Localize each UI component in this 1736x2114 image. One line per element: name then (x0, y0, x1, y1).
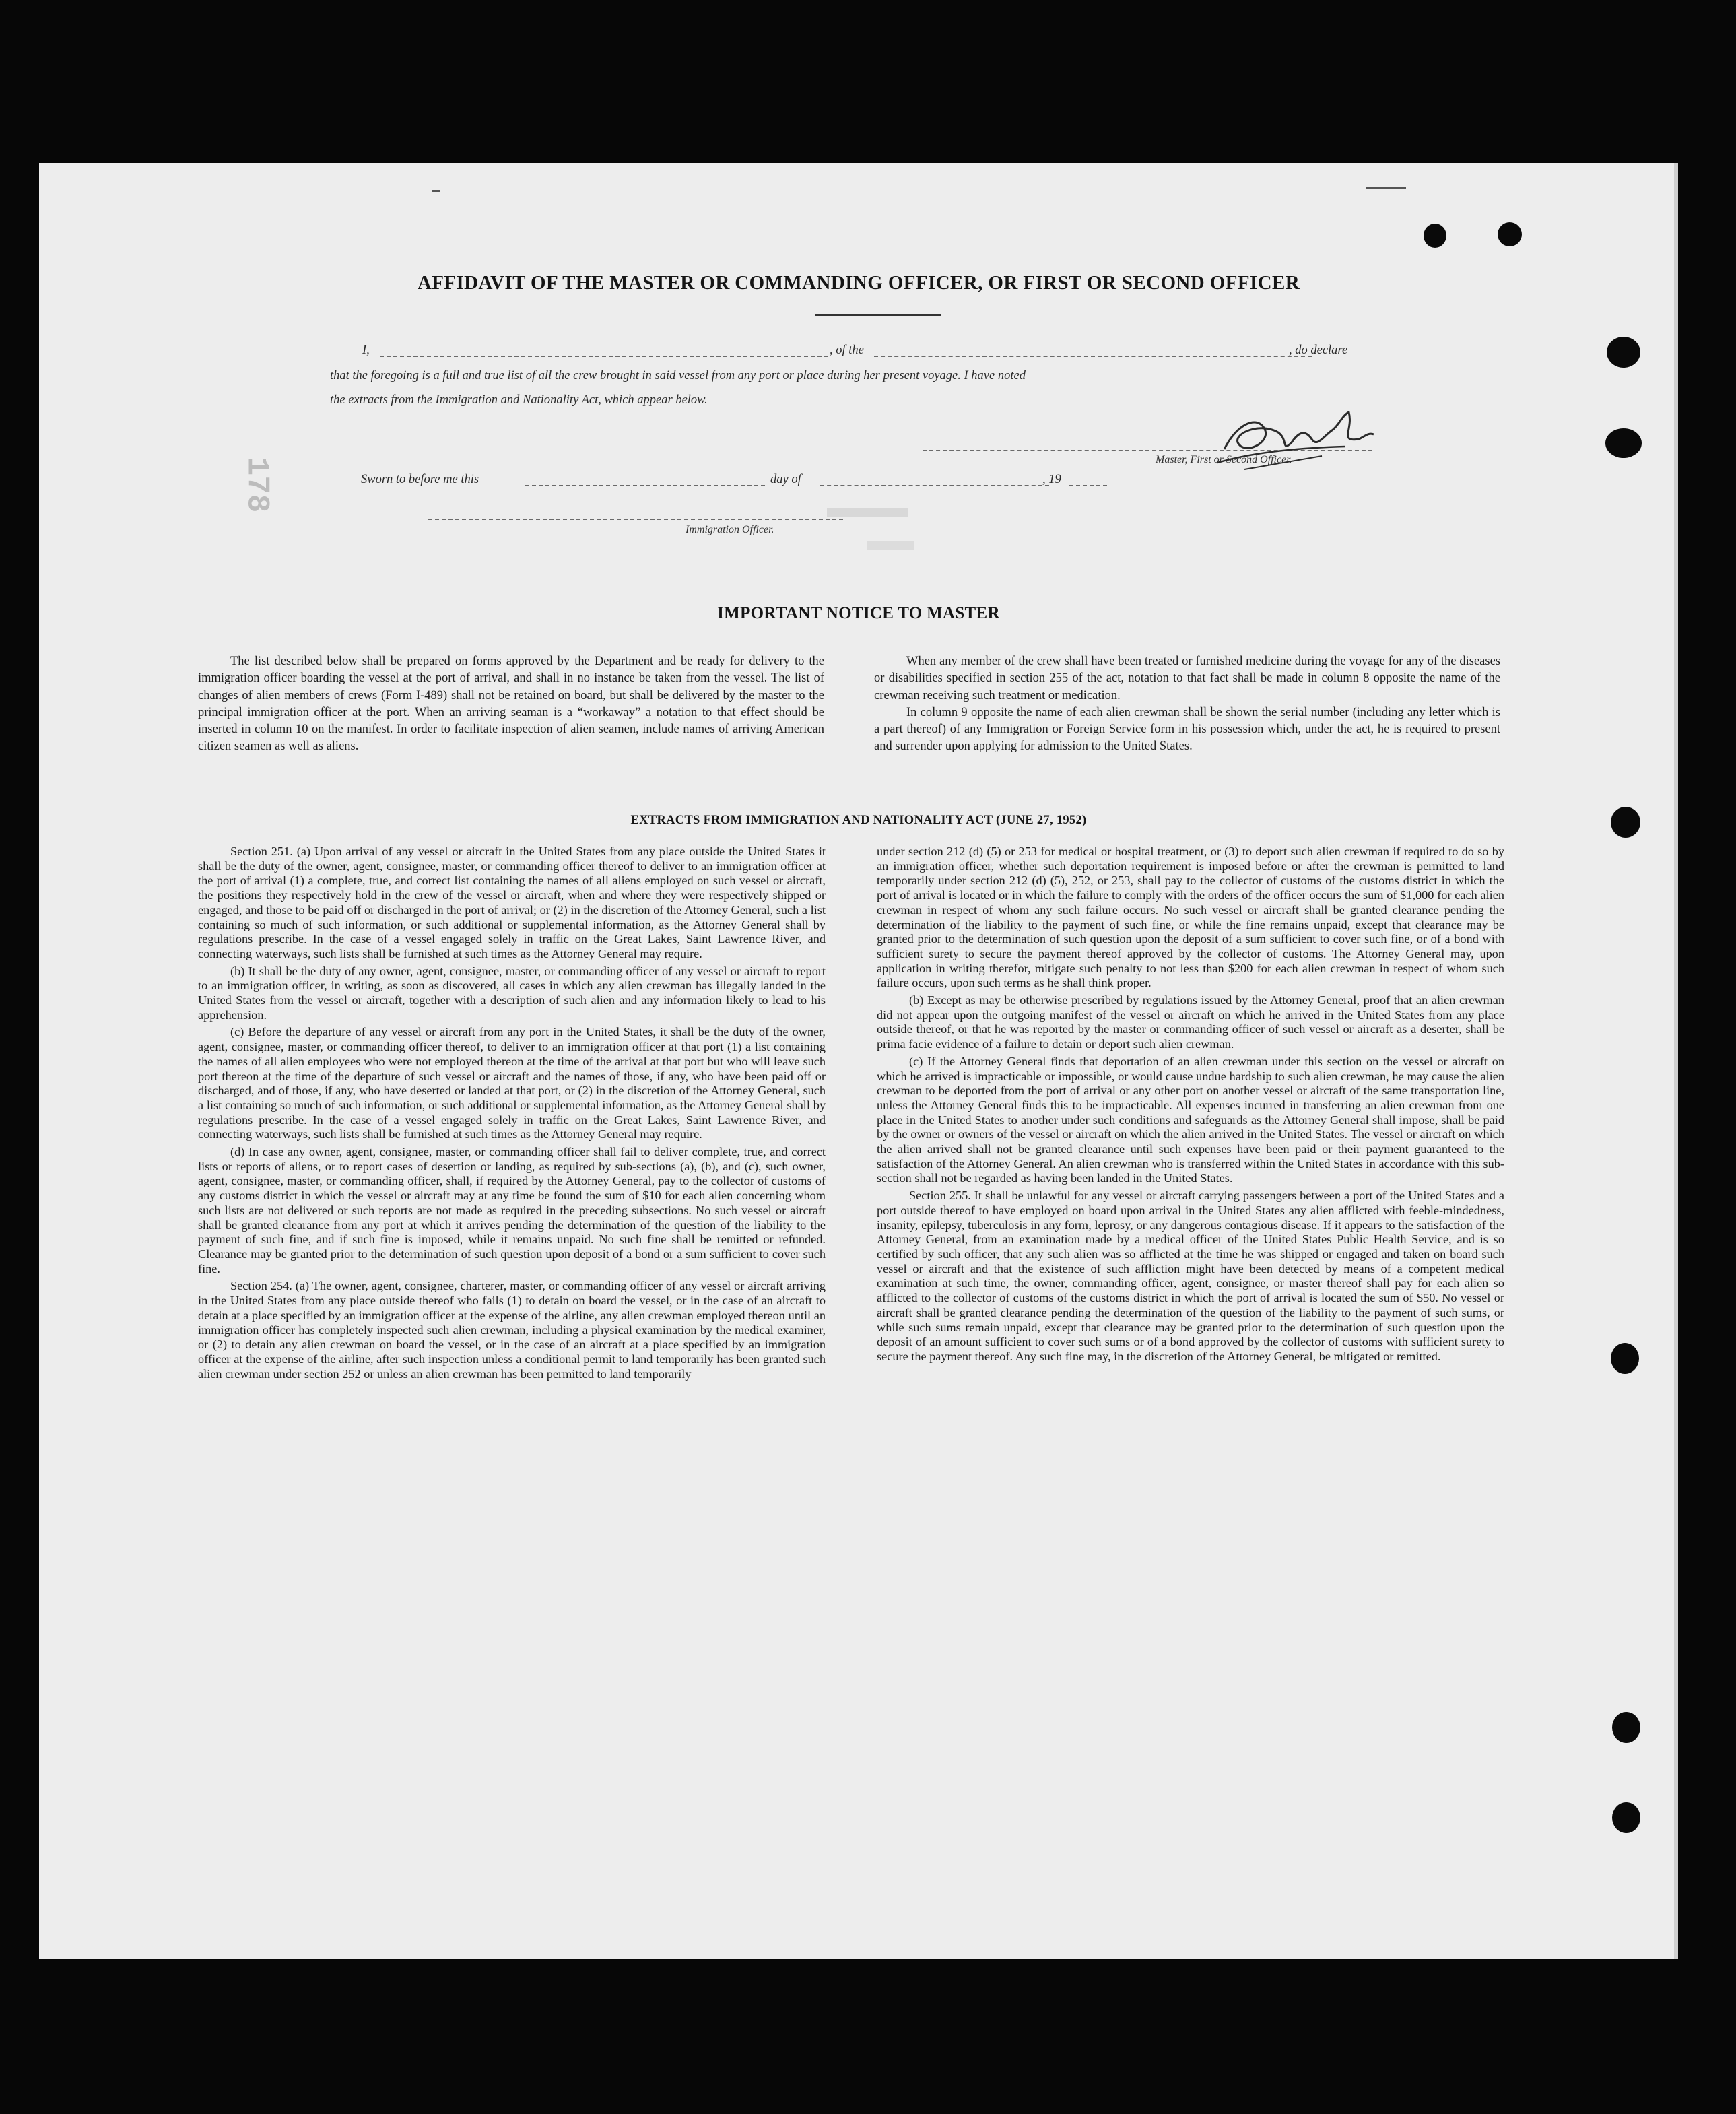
declarant-i: I, (362, 343, 370, 357)
sworn-date-line (525, 485, 765, 486)
notice-title: IMPORTANT NOTICE TO MASTER (717, 604, 1000, 622)
section-251-b: (b) It shall be the duty of any owner, agent, consignee, master, or commanding officer of any vessel or aircraft to report to an immigration officer, in writing, as soon as discovered, all cases in which any alien crewman has illegally landed in the United States from the vessel or aircraft, together with a description of such alien and any information likely to lead to his apprehension. (198, 964, 826, 1022)
declarant-name-line (380, 356, 828, 357)
vessel-name-line (874, 356, 1312, 357)
bleed-through-mark (827, 508, 908, 517)
section-254-c: (c) If the Attorney General finds that deportation of an alien crewman under this section on the vessel or aircraft on which he arrived is impracticable or impossible, or would cause undue hardship to such alien crewman, he may cause the alien crewman to be deported from the port of arrival or any other port on another vessel or aircraft of the same transportation line, unless the Attorney General finds this to be impracticable. All expenses incurred in transferring an alien crewman from one place in the United States to another under such conditions and safeguards as the Attorney General shall impose, shall be paid by the owner or owners of the vessel or aircraft on which the alien arrived in the United States. The vessel or aircraft on which the alien arrived shall not be granted clearance until such expenses have been paid or their payment guaranteed to the satisfaction of the Attorney General. An alien crewman who is transferred within the United States in accordance with this sub-section shall not be regarded as having been landed in the United States. (877, 1054, 1504, 1185)
month-line (820, 485, 1049, 486)
section-254-a-continued: under section 212 (d) (5) or 253 for medical or hospital treatment, or (3) to deport such alien crewman if required to do so by an immigration officer, whether such deportation requirement is imposed before or after the crewman is permitted to land temporarily under section 212 (d) (5), 252, or 253, shall pay to the collector of customs of the customs district in which the port of arrival is located or in which the failure to comply with the orders of the officer occurs the sum of $1,000 for each alien crewman in respect of whom any such failure occurs. No such vessel or aircraft shall be granted clearance pending the determination of the liability to the payment of such fine, or while the fine remains unpaid, except that clearance may be granted prior to the determination of such question upon the deposit of a sum sufficient to cover such fine, or of a bond with sufficient surety to secure the payment thereof approved by the collector of customs. The Attorney General may, upon application in writing therefor, mitigate such penalty to not less than $200 for each alien crewman in respect of whom such failure occurs, upon such terms as he shall think proper. (877, 845, 1504, 990)
section-254-b: (b) Except as may be otherwise prescribed by regulations issued by the Attorney General, proof that an alien crewman did not appear upon the outgoing manifest of the vessel or aircraft on which he arrived in the United States from any place outside thereof, or that he was reported by the master or commanding officer of such vessel or aircraft as a deserter, shall be prima facie evidence of a failure to detain or deport such alien crewman. (877, 993, 1504, 1051)
notice-right-column (874, 653, 1500, 756)
section-251-c: (c) Before the departure of any vessel or aircraft from any port in the United States, it shall be the duty of the owner, agent, consignee, master, or commanding officer thereof, to deliver to an immigration officer at that port (1) a list containing the names of all alien employees who were not employed thereon at the time of the arrival at that port but who will leave such port thereon at the time of the departure of such vessel or aircraft and the names of those, if any, who have been paid off or discharged, and of those, if any, who have deserted or landed at that port, or (2) in the discretion of the Attorney General, such a list containing so much of such information, or such additional or supplemental information, as the Attorney General shall by regulations prescribe. In the case of a vessel engaged solely in traffic on the Great Lakes, Saint Lawrence River, and connecting waterways, such lists shall be furnished at such times as the Attorney General may require. (198, 1025, 826, 1142)
affidavit-title: AFFIDAVIT OF THE MASTER OR COMMANDING OFFICER, OR FIRST OR SECOND OFFICER (417, 272, 1300, 294)
section-251-d: (d) In case any owner, agent, consignee, master, or commanding officer shall fail to deliver complete, true, and correct lists or reports of aliens, or to report cases of desertion or landing, as required by sub-sections (a), (b), and (c), such owner, agent, consignee, master, or commanding officer, shall, if required by the Attorney General, pay to the collector of customs of any customs district in which the vessel or aircraft may at any time be found the sum of $10 for each alien concerning whom such lists are not delivered or such reports are not made as required in the preceding subsections. No such vessel or aircraft shall be granted clearance from any port at which it arrives pending the determination of the question of the liability to the payment of such fine, and if such fine is imposed, while it remains unpaid. No such fine shall be remitted or refunded. Clearance may be granted prior to the determination of such question upon deposit of a bond or a sum sufficient to cover such fine. (198, 1145, 826, 1276)
binder-hole (1612, 1802, 1640, 1833)
year-line (1069, 485, 1107, 486)
binder-hole (1424, 224, 1446, 248)
notice-paragraph: In column 9 opposite the name of each alien crewman shall be shown the serial number (including any letter which is a part thereof) of any Immigration or Foreign Service form in his possession which, under the act, he is required to present and surrender upon applying for admission to the United States. (874, 705, 1500, 754)
section-255: Section 255. It shall be unlawful for any vessel or aircraft carrying passengers between a port of the United States and a port outside thereof to have employed on board upon arrival in the United States any alien afflicted with feeble-mindedness, insanity, epilepsy, tuberculosis in any form, leprosy, or any dangerous contagious disease. If it appears to the satisfaction of the Attorney General, from an examination made by a medical officer of the United States Public Health Service, and is so certified by such officer, that any such alien was so afflicted at the time he was shipped or engaged and taken on board such vessel or aircraft and that the existence of such affliction might have been detected by means of a competent medical examination at such time, the owner, commanding officer, agent, consignee, or master thereof shall pay for each alien so afflicted to the collector of customs of the customs district in which the port of arrival is located the sum of $50. No vessel or aircraft shall be granted clearance pending the determination of the question of the liability to the payment of such sums, or while such sums remain unpaid, except that clearance may be granted prior to the determination of such question upon the deposit of an amount sufficient to cover such sums or of a bond approved by the collector of customs with sufficient surety to secure the payment thereof. Any such fine may, in the discretion of the Attorney General, be mitigated or remitted. (877, 1189, 1504, 1363)
of-the-label: , of the (830, 343, 864, 357)
do-declare-label: , do declare (1289, 343, 1348, 357)
bleed-through-mark (867, 541, 914, 550)
immigration-officer-caption: Immigration Officer. (686, 524, 774, 535)
master-signature (1197, 402, 1386, 483)
title-rule (815, 314, 941, 316)
extracts-right-column (877, 845, 1504, 1367)
declaration-line-1: that the foregoing is a full and true list of all the crew brought in said vessel from any port or place during her present voyage. I have noted (330, 369, 1026, 383)
immigration-officer-line (428, 519, 843, 520)
binder-hole (1498, 222, 1522, 246)
year-label: , 19 (1042, 473, 1061, 486)
binder-hole (1612, 1712, 1640, 1743)
scan-mark (1366, 187, 1406, 189)
section-251-a: Section 251. (a) Upon arrival of any vessel or aircraft in the United States from any place outside the United States it shall be the duty of the owner, agent, consignee, master, or commanding officer thereof to deliver to an immigration officer at the port of arrival (1) a complete, true, and correct list containing the names of all aliens employed on such vessel or aircraft, the positions they respectively hold in the crew of the vessel or aircraft, when and where they were respectively shipped or engaged, and those to be paid off or discharged in the port of arrival; or (2) in the discretion of the Attorney General, such a list containing so much of such information, or such additional or supplemental information, as the Attorney General shall by regulations prescribe. In the case of a vessel engaged solely in traffic on the Great Lakes, Saint Lawrence River, and connecting waterways, such lists shall be furnished at such times as the Attorney General may require. (198, 845, 826, 960)
master-caption: Master, First or Second Officer. (1156, 454, 1292, 465)
binder-hole (1611, 807, 1640, 838)
notice-paragraph: When any member of the crew shall have been treated or furnished medicine during the voyage for any of the diseases or disabilities specified in section 255 of the act, notation to that fact shall be made in column 8 opposite the name of the crewman receiving such treatment or medication. (874, 655, 1500, 702)
binder-hole (1611, 1343, 1639, 1374)
sworn-label: Sworn to before me this (361, 473, 479, 486)
document-page (39, 163, 1678, 1959)
binder-hole (1605, 428, 1642, 458)
notice-paragraph: The list described below shall be prepared on forms approved by the Department and be ready for delivery to the immigration officer boarding the vessel at the port of arrival, and shall in no instance be taken from the vessel. The list of changes of alien members of crews (Form I-489) shall not be retained on board, but shall be delivered by the master to the principal immigration officer at the port. When an arriving seaman is a “workaway” a notation to that effect should be inserted in column 10 on the manifest. In order to facilitate inspection of alien seamen, include names of arriving American citizen seamen as well as aliens. (198, 655, 824, 754)
faint-stamp: 178 (239, 457, 275, 513)
declaration-line-2: the extracts from the Immigration and Nationality Act, which appear below. (330, 393, 708, 407)
extracts-left-column (198, 845, 826, 1384)
scan-mark (432, 190, 440, 192)
notice-left-column (198, 653, 824, 756)
extracts-title: EXTRACTS FROM IMMIGRATION AND NATIONALITY ACT (JUNE 27, 1952) (630, 814, 1087, 827)
page-edge (1674, 163, 1678, 1959)
section-254-a: Section 254. (a) The owner, agent, consignee, charterer, master, or commanding officer of any vessel or aircraft arriving in the United States from any place outside thereof who fails (1) to detain on board the vessel, or in the case of an aircraft to detain at a place specified by an immigration officer at the expense of the airline, any alien crewman employed thereon until an immigration officer has completely inspected such alien crewman, including a physical examination by the medical examiner, or (2) to detain any alien crewman on board the vessel, or in the case of an aircraft at a place specified by an immigration officer at the expense of the airline, after such inspection unless a conditional permit to land temporarily has been granted such alien crewman under section 252 or unless an alien crewman has been permitted to land temporarily (198, 1279, 826, 1381)
binder-hole (1607, 337, 1640, 368)
day-of-label: day of (770, 473, 801, 486)
